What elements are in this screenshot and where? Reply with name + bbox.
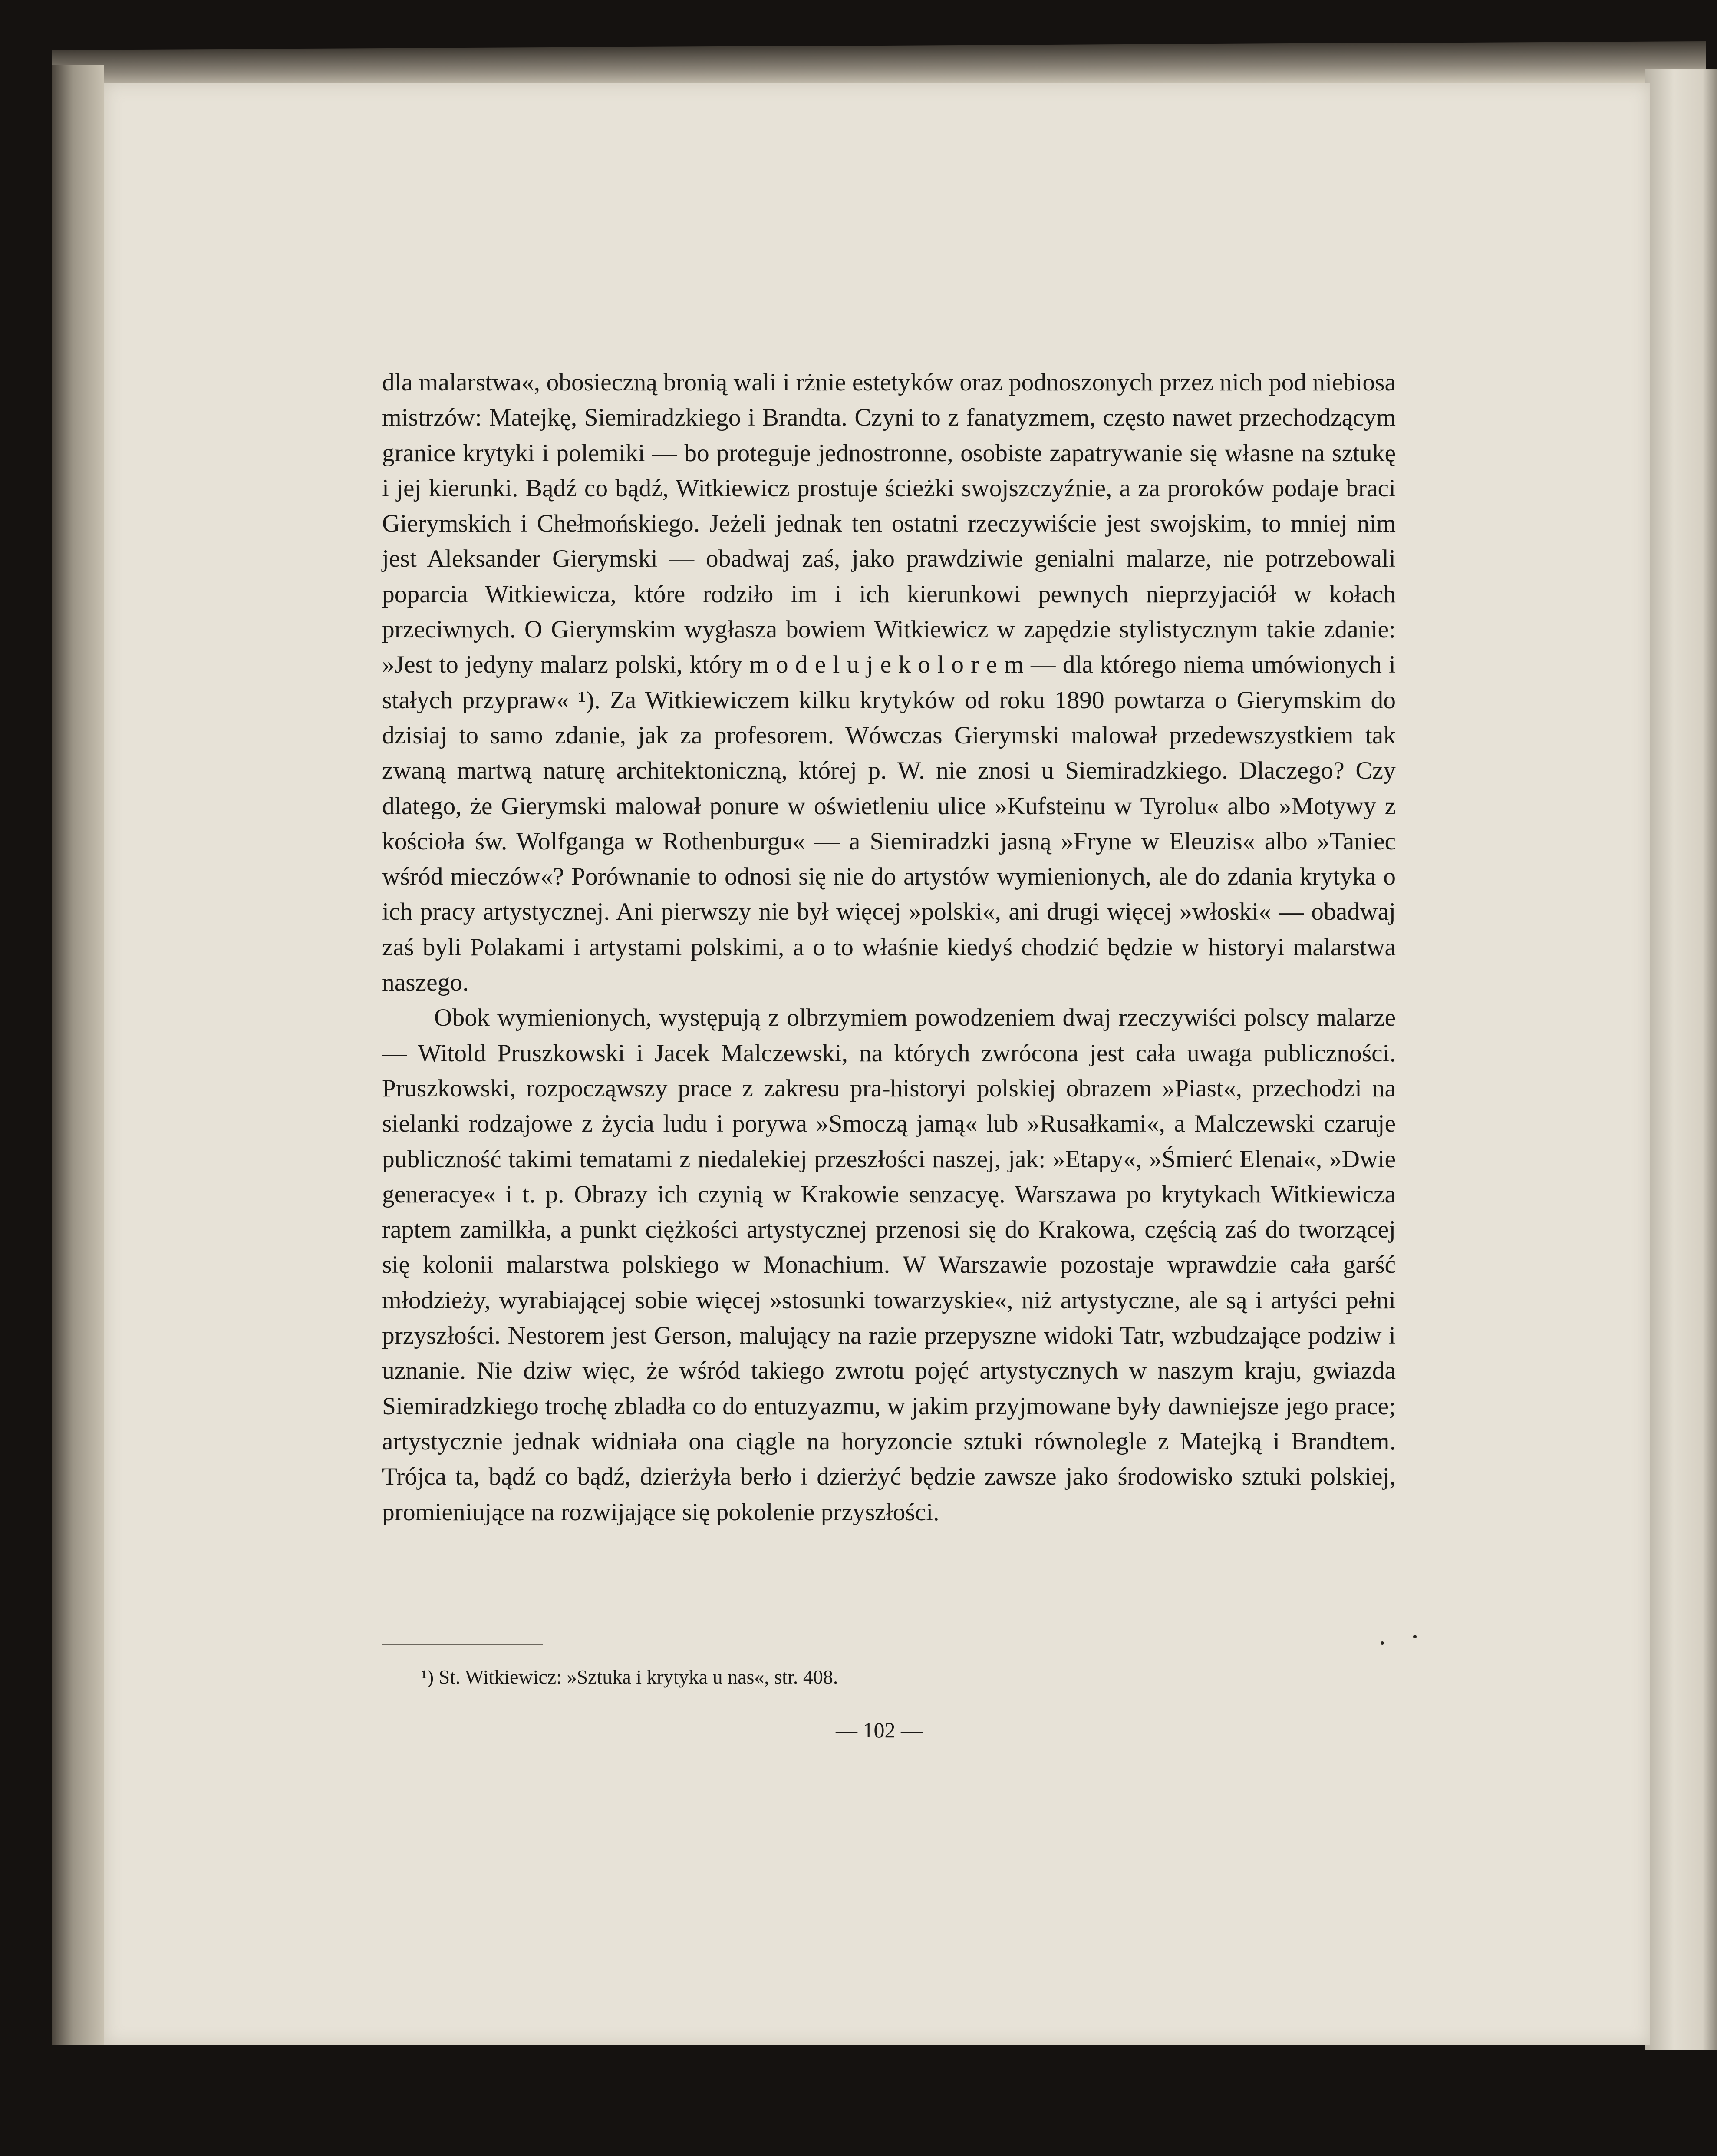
page-stack-right <box>1645 69 1717 2050</box>
page-number: — 102 — <box>836 1718 923 1742</box>
footnote: ¹) St. Witkiewicz: »Sztuka i krytyka u nas«, str. 408. <box>421 1666 838 1688</box>
paragraph: Obok wymienionych, występują z olbrzymiem powodzeniem dwaj rzeczywiści polscy malarze — Witold Pruszkowski i Jacek Malczewski, na których zwrócona jest cała uwaga publiczności. Pruszkowski, rozpocząwszy prace z zakresu pra-historyi polskiej obrazem »Piast«, przechodzi na sielanki rodzajowe z życia ludu i porywa »Smoczą jamą« lub »Rusałkami«, a Malczewski czaruje publiczność takimi tematami z niedalekiej przeszłości naszej, jak: »Etapy«, »Śmierć Elenai«, »Dwie generacye« i t. p. Obrazy ich czynią w Krakowie senzacyę. Warszawa po krytykach Witkiewicza raptem zamilkła, a punkt ciężkości artystycznej przenosi się do Krakowa, częścią zaś do tworzącej się kolonii malarstwa polskiego w Monachium. W Warszawie pozostaje wprawdzie cała garść młodzieży, wyrabiającej sobie więcej »stosunki towarzyskie«, niż artystyczne, ale są i artyści pełni przyszłości. Nestorem jest Gerson, malujący na razie przepyszne widoki Tatr, wzbudzające podziw i uznanie. Nie dziw więc, że wśród takiego zwrotu pojęć artystycznych w naszym kraju, gwiazda Siemiradzkiego trochę zbladła co do entuzyazmu, w jakim przyjmowane były dawniejsze jego prace; artystycznie jednak widniała ona ciągle na horyzoncie sztuki równolegle z Matejką i Brandtem. Trójca ta, bądź co bądź, dzierżyła berło i dzierżyć będzie zawsze jako środowisko sztuki polskiej, promieniujące na rozwijające się pokolenie przyszłości. <box>382 1004 1396 1526</box>
footnote-divider <box>382 1644 543 1645</box>
book-spine-edge <box>52 65 104 2045</box>
body-text <box>382 365 1396 1530</box>
speck-mark <box>1413 1635 1417 1638</box>
paragraph: dla malarstwa«, obosieczną bronią wali i rżnie estetyków oraz podnoszonych przez nich pod niebiosa mistrzów: Matejkę, Siemiradzkiego i Brandta. Czyni to z fanatyzmem, często nawet przechodzącym granice krytyki i polemiki — bo proteguje jednostronne, osobiste zapatrywanie się własne na sztukę i jej kierunki. Bądź co bądź, Witkiewicz prostuje ścieżki swojszczyźnie, a za proroków podaje braci Gierymskich i Chełmońskiego. Jeżeli jednak ten ostatni rzeczywiście jest swojskim, to mniej nim jest Aleksander Gierymski — obadwaj zaś, jako prawdziwie genialni malarze, nie potrzebowali poparcia Witkiewicza, które rodziło im i ich kierunkowi pewnych nieprzyjaciół w kołach przeciwnych. O Gierymskim wygłasza bowiem Witkiewicz w zapędzie stylistycznym takie zdanie: »Jest to jedyny malarz polski, który m o d e l u j e k o l o r e m — dla którego niema umówionych i stałych przypraw« ¹). Za Witkiewiczem kilku krytyków od roku 1890 powtarza o Gierymskim do dzisiaj to samo zdanie, jak za profesorem. Wówczas Gierymski malował przedewszystkiem tak zwaną martwą naturę architektoniczną, której p. W. nie znosi u Siemiradzkiego. Dlaczego? Czy dlatego, że Gierymski malował ponure w oświetleniu ulice »Kufsteinu w Tyrolu« albo »Motywy z kościoła św. Wolfganga w Rothenburgu« — a Siemiradzki jasną »Fryne w Eleuzis« albo »Taniec wśród mieczów«? Porównanie to odnosi się nie do artystów wymienionych, ale do zdania krytyka o ich pracy artystycznej. Ani pierwszy nie był więcej »polski«, ani drugi więcej »włoski« — obadwaj zaś byli Polakami i artystami polskimi, a o to właśnie kiedyś chodzić będzie w historyi malarstwa naszego. <box>382 369 1396 997</box>
speck-mark <box>1381 1641 1384 1645</box>
